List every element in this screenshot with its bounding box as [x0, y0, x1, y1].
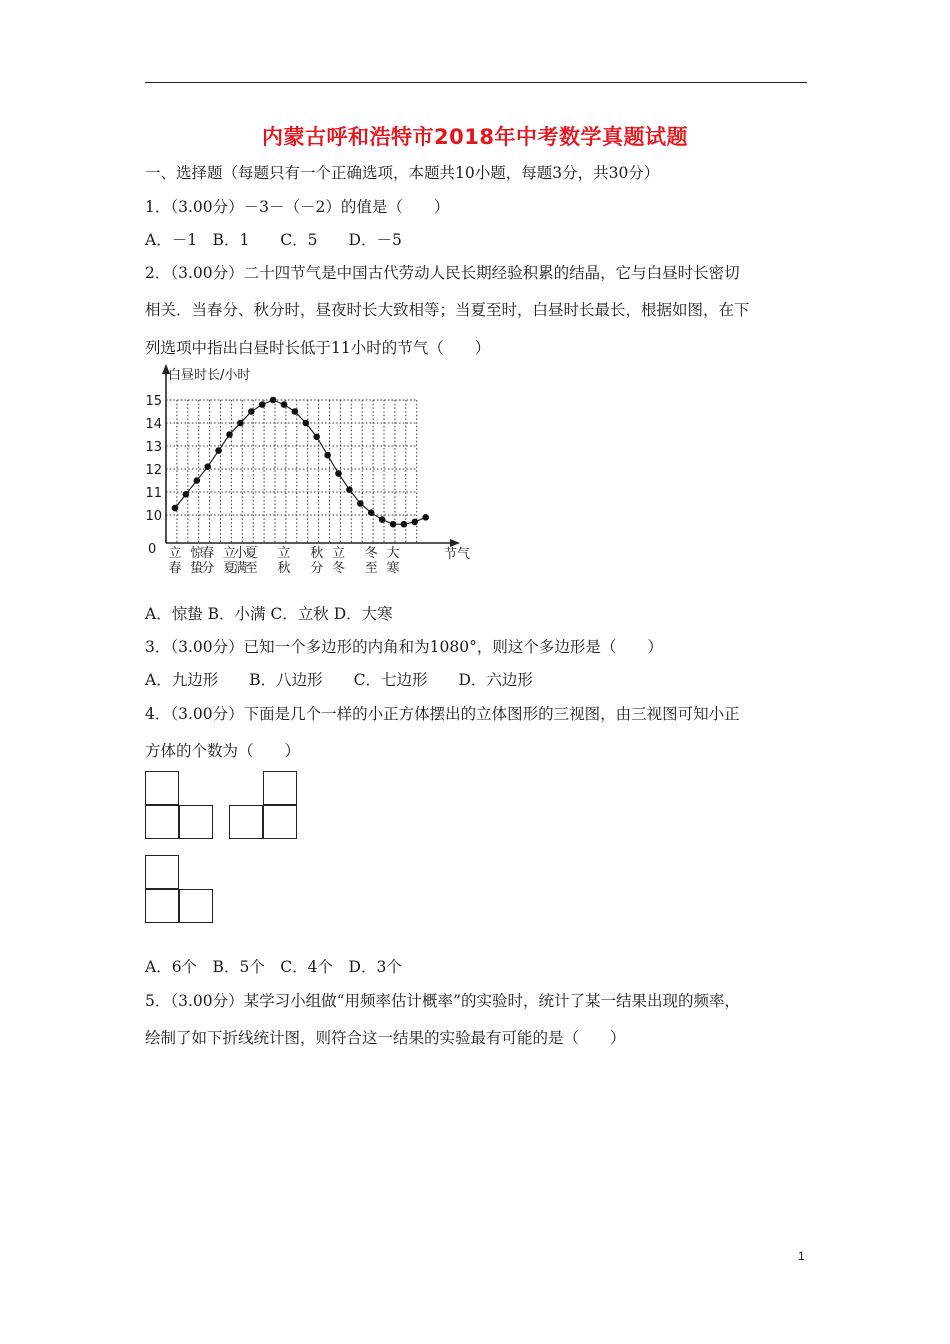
x-tick-label: 夏	[244, 546, 258, 561]
x-tick-label: 春	[168, 561, 182, 576]
y-tick-label: 15	[145, 394, 162, 409]
x-tick-label: 小	[233, 546, 247, 561]
x-tick-label: 蛰	[190, 561, 204, 576]
data-point	[292, 408, 299, 415]
data-point	[172, 505, 179, 512]
data-point	[270, 397, 277, 404]
x-tick-label: 大	[386, 546, 400, 561]
x-tick-label: 立	[331, 546, 346, 561]
y-tick-label: 14	[145, 417, 162, 432]
x-tick-label: 至	[364, 561, 378, 576]
x-tick-label: 惊	[190, 546, 204, 561]
q2-options: A．惊蛰 B．小满 C．立秋 D．大寒	[145, 605, 393, 623]
view-square	[179, 805, 213, 839]
q3-stem: 3．（3.00分）已知一个多边形的内角和为1080°，则这个多边形是（ ）	[145, 638, 663, 656]
data-point	[194, 477, 201, 484]
x-tick-label: 立	[277, 546, 291, 561]
view-square	[145, 889, 179, 923]
x-tick-label: 冬	[331, 561, 346, 576]
q1-options: A．－1 B．1 C．5 D．－5	[145, 231, 402, 249]
view-square	[263, 805, 297, 839]
page-number: 1	[798, 1249, 805, 1263]
y-tick-label: 13	[145, 440, 162, 455]
data-point	[248, 408, 255, 415]
y-tick-label: 12	[145, 463, 162, 478]
y-axis-label: 白昼时长/小时	[168, 368, 251, 383]
x-tick-label: 寒	[386, 561, 400, 576]
origin-label: 0	[148, 542, 157, 557]
daylight-line-chart	[140, 360, 490, 580]
header-rule	[145, 82, 807, 83]
data-point	[215, 447, 222, 454]
data-point	[183, 491, 190, 498]
data-point	[237, 420, 244, 427]
q2-stem-line1: 2．（3.00分）二十四节气是中国古代劳动人民长期经验积累的结晶，它与白昼时长密切	[145, 264, 740, 282]
data-point	[357, 500, 364, 507]
data-point	[324, 452, 331, 459]
data-point	[204, 463, 211, 470]
x-tick-label: 冬	[364, 546, 378, 561]
daylight-series-line	[175, 400, 426, 524]
view-square	[145, 805, 179, 839]
data-point	[346, 486, 353, 493]
q2-stem-line2: 相关．当春分、秋分时，昼夜时长大致相等；当夏至时，白昼时长最长，根据如图，在下	[145, 301, 750, 319]
data-point	[303, 420, 310, 427]
q4-stem-line1: 4．（3.00分）下面是几个一样的小正方体摆出的立体图形的三视图，由三视图可知小正	[145, 705, 740, 723]
x-tick-label: 满	[233, 561, 247, 576]
q4-stem-line2: 方体的个数为（ ）	[145, 742, 301, 760]
y-tick-label: 11	[145, 486, 162, 501]
data-point	[368, 509, 375, 516]
y-tick-label: 10	[145, 509, 162, 524]
data-point	[281, 401, 288, 408]
view-square	[179, 889, 213, 923]
x-axis-arrow	[450, 539, 460, 547]
data-point	[390, 521, 397, 528]
x-tick-label: 立	[168, 546, 182, 561]
data-point	[412, 519, 419, 526]
data-point	[422, 514, 429, 521]
data-point	[401, 521, 408, 528]
x-tick-label: 分	[310, 561, 324, 576]
x-tick-label: 立	[222, 546, 237, 561]
x-tick-label: 分	[201, 561, 215, 576]
data-point	[335, 470, 342, 477]
x-tick-label: 春	[201, 546, 215, 561]
x-tick-label: 秋	[310, 546, 324, 561]
q1-stem: 1．（3.00分）－3－（－2）的值是（ ）	[145, 198, 450, 216]
q3-options: A．九边形 B．八边形 C．七边形 D．六边形	[145, 671, 533, 689]
data-point	[259, 401, 266, 408]
view-square	[229, 805, 263, 839]
q2-stem-line3: 列选项中指出白昼时长低于11小时的节气（ ）	[145, 339, 491, 357]
view-square	[263, 771, 297, 805]
q5-stem-line2: 绘制了如下折线统计图，则符合这一结果的实验最有可能的是（ ）	[145, 1029, 626, 1047]
view-square	[145, 855, 179, 889]
x-axis-label: 节气	[444, 547, 471, 562]
x-tick-label: 至	[244, 561, 258, 576]
view-square	[145, 771, 179, 805]
x-tick-label: 秋	[277, 561, 291, 576]
document-title: 内蒙古呼和浩特市2018年中考数学真题试题	[262, 125, 688, 149]
section-heading: 一、选择题（每题只有一个正确选项，本题共10小题，每题3分，共30分）	[145, 164, 660, 182]
data-point	[379, 516, 386, 523]
data-point	[226, 431, 233, 438]
q4-options: A．6个 B．5个 C．4个 D．3个	[145, 958, 402, 976]
x-tick-label: 夏	[222, 561, 237, 576]
q5-stem-line1: 5．（3.00分）某学习小组做“用频率估计概率”的实验时，统计了某一结果出现的频率，	[145, 992, 740, 1010]
data-point	[313, 434, 320, 441]
